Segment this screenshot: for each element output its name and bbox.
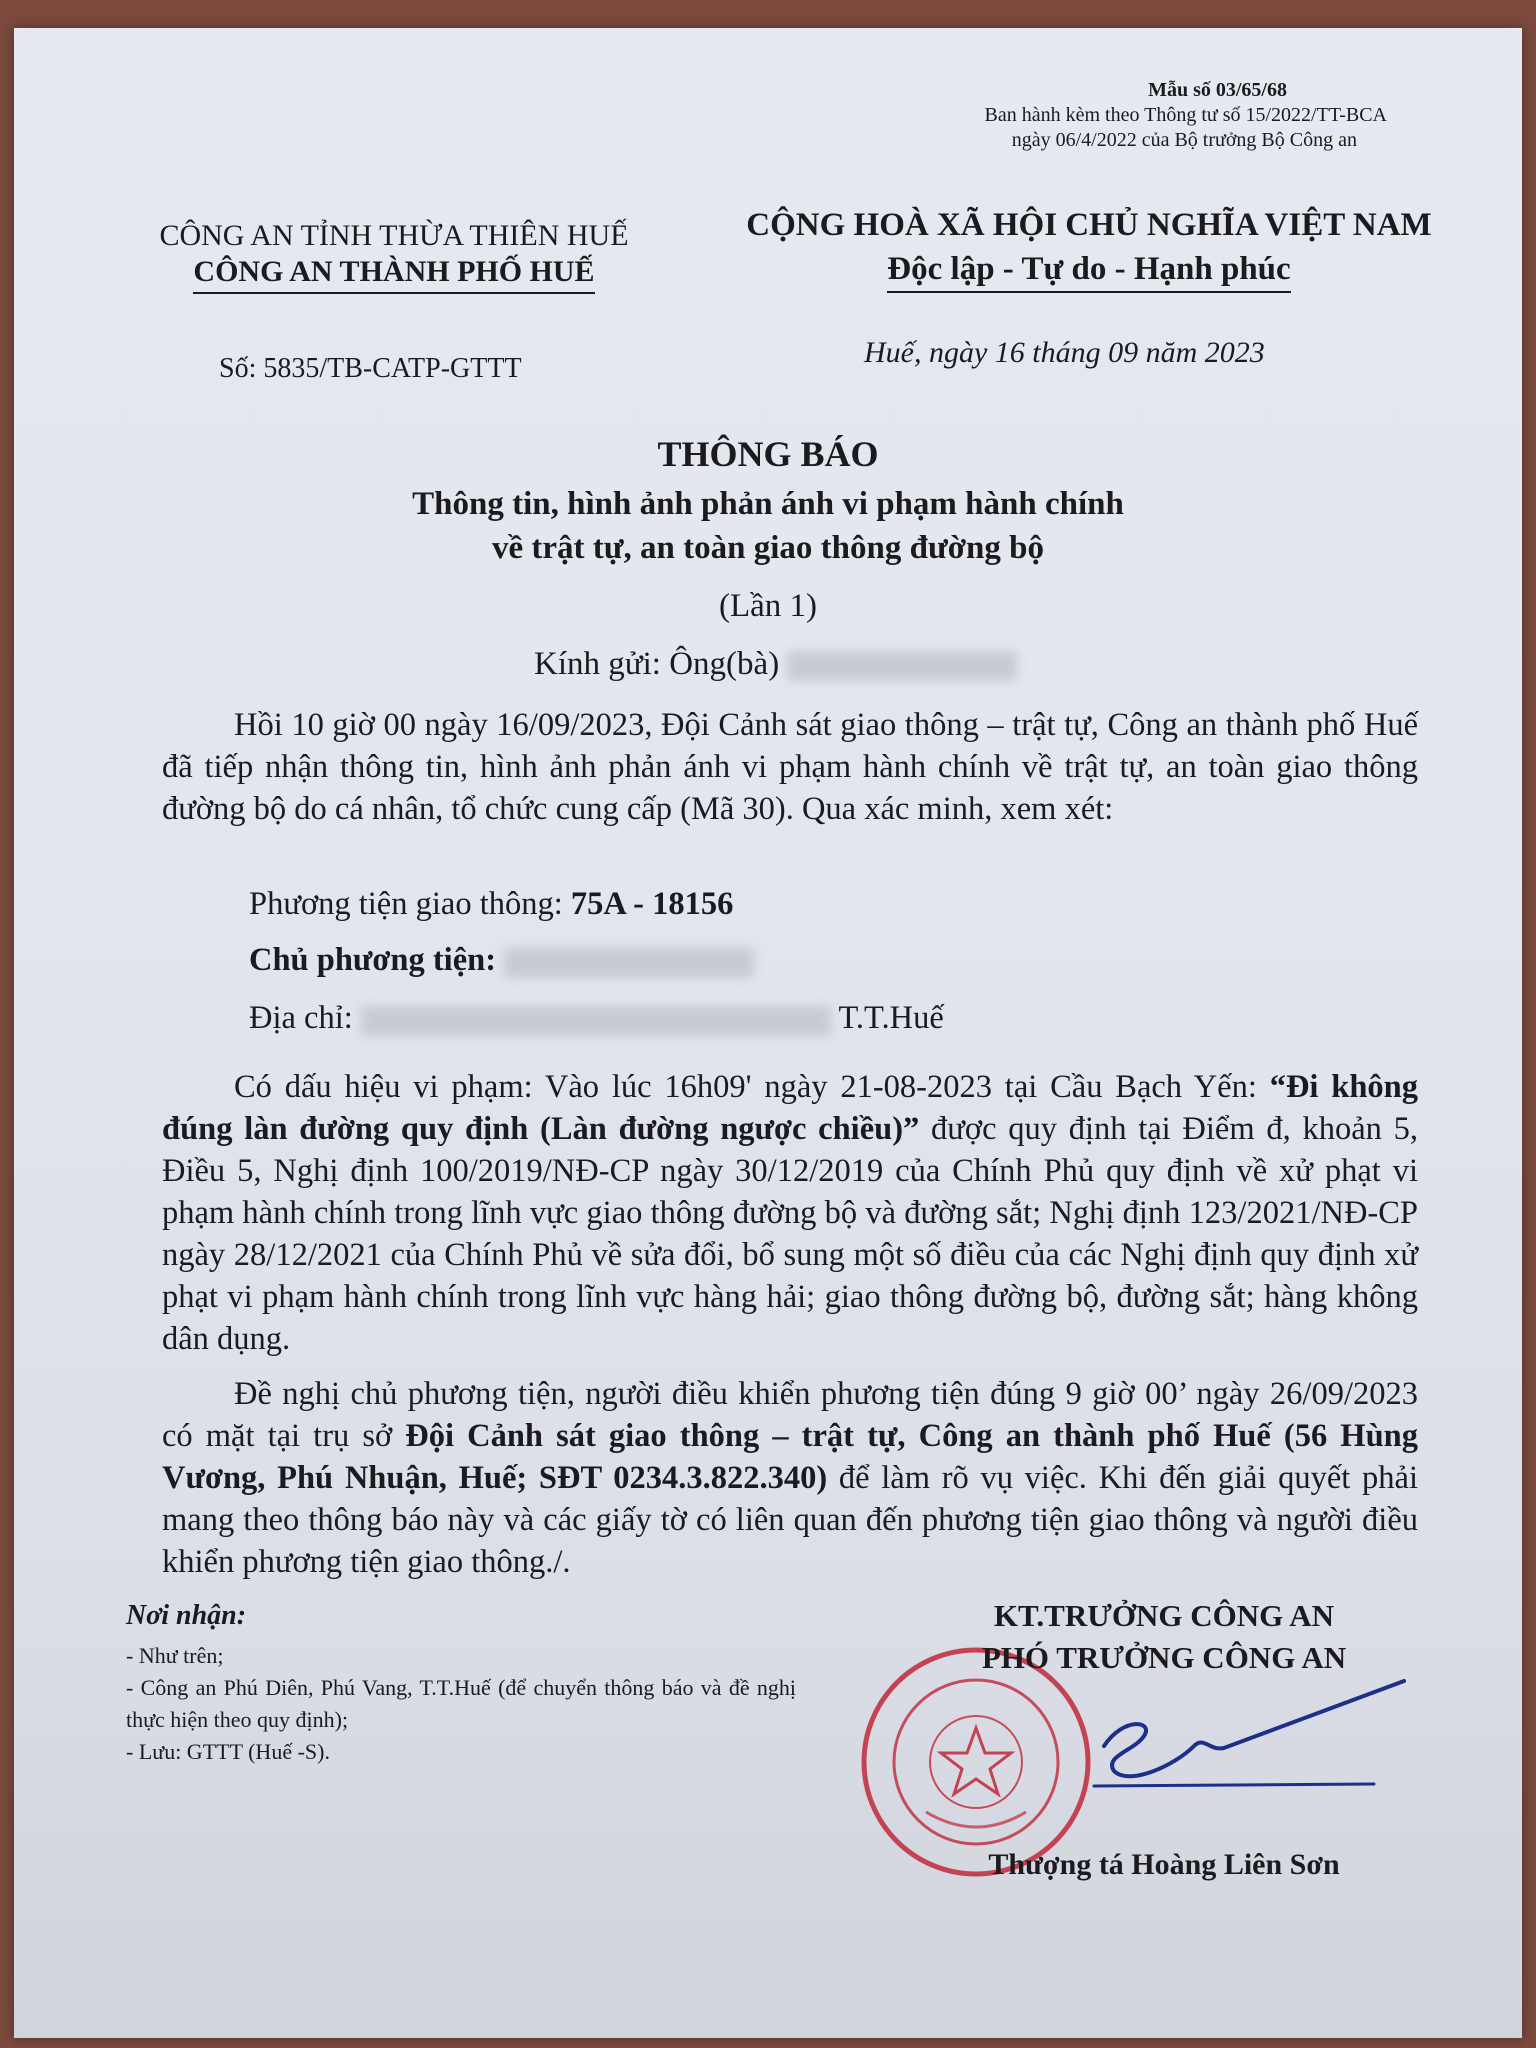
summons-text-c: để làm rõ vụ việc. Khi đến giải quyết phải mang theo thông báo này và các giấy tờ có liên quan đến phương tiện giao thông và người điều khiển phương tiện giao thông./.: [162, 1460, 1418, 1580]
signature-title-2: PHÓ TRƯỞNG CÔNG AN: [981, 1640, 1347, 1675]
document-page: [14, 28, 1522, 2038]
recipient-item: - Như trên;: [126, 1643, 224, 1668]
address-label: Địa chỉ:: [249, 1000, 353, 1036]
vehicle-plate: 75A - 18156: [570, 886, 734, 922]
form-issued-by: Ban hành kèm theo Thông tư số 15/2022/TT-BCA: [984, 104, 1387, 126]
signer-name: Thượng tá Hoàng Liên Sơn: [988, 1848, 1340, 1881]
agency-parent: CÔNG AN TỈNH THỪA THIÊN HUẾ: [159, 219, 629, 252]
owner-label: Chủ phương tiện:: [249, 942, 497, 978]
nation-name: CỘNG HOÀ XÃ HỘI CHỦ NGHĨA VIỆT NAM: [746, 207, 1432, 243]
paragraph-violation: [162, 1066, 1418, 1360]
paragraph-intro: Hồi 10 giờ 00 ngày 16/09/2023, Đội Cảnh sát giao thông – trật tự, Công an thành phố Huế đã tiếp nhận thông tin, hình ảnh phản ánh vi phạm hành chính về trật tự, an toàn giao thông đường bộ do cá nhân, tổ chức cung cấp (Mã 30). Qua xác minh, xem xét:: [162, 707, 1418, 827]
nation-motto: Độc lập - Tự do - Hạnh phúc: [887, 247, 1290, 293]
form-number: Mẫu số 03/65/68: [1148, 79, 1287, 101]
signature-title-1: KT.TRƯỞNG CÔNG AN: [993, 1598, 1335, 1633]
recipient-item: - Lưu: GTTT (Huế -S).: [126, 1739, 330, 1764]
form-reference: [867, 78, 1387, 153]
attempt-number: (Lần 1): [718, 588, 818, 624]
document-subtitle-2: về trật tự, an toàn giao thông đường bộ: [491, 530, 1044, 566]
address-suffix: T.T.Huế: [838, 1000, 944, 1036]
recipient-label: Kính gửi: Ông(bà): [534, 646, 780, 682]
summons-text-a: Đề nghị chủ phương tiện, người điều khiển phương tiện đúng 9 giờ 00’ ngày 26/09/2023 có mặt tại trụ sở: [162, 1376, 1418, 1454]
document-title: THÔNG BÁO: [657, 434, 879, 474]
recipient-item: - Công an Phú Diên, Phú Vang, T.T.Huế (để chuyển thông báo và đề nghị thực hiện theo quy định);: [126, 1675, 796, 1732]
document-subtitle-1: Thông tin, hình ảnh phản ánh vi phạm hành chính: [412, 486, 1124, 522]
nation-header: [704, 203, 1474, 293]
violation-text-c: được quy định tại Điểm đ, khoản 5, Điều 5, Nghị định 100/2019/NĐ-CP ngày 30/12/2019 của Chính Phủ quy định về xử phạt vi phạm hành chính trong lĩnh vực giao thông đường bộ và đường sắt; Nghị định 123/2021/NĐ-CP ngày 28/12/2021 của Chính Phủ về sửa đổi, bổ sung một số điều của các Nghị định quy định xử phạt vi phạm hành chính trong lĩnh vực hàng hải; giao thông đường bộ, đường sắt; hàng không dân dụng.: [162, 1111, 1418, 1357]
paragraph-summons: [162, 1373, 1418, 1583]
document-number: Số: 5835/TB-CATP-GTTT: [219, 353, 522, 384]
summons-location: Đội Cảnh sát giao thông – trật tự, Công an thành phố Huế (56 Hùng Vương, Phú Nhuận, Huế; SĐT 0234.3.822.340): [162, 1418, 1418, 1496]
redacted-address: [361, 1006, 831, 1036]
form-issued-date: ngày 06/4/2022 của Bộ trưởng Bộ Công an: [1011, 129, 1357, 151]
violation-text-a: Có dấu hiệu vi phạm: Vào lúc 16h09' ngày 21-08-2023 tại Cầu Bạch Yến:: [234, 1069, 1270, 1105]
official-stamp: [856, 1642, 1096, 1882]
address-field: [249, 1000, 944, 1037]
recipients-list: [126, 1640, 796, 1768]
violation-description: “Đi không đúng làn đường quy định (Làn đường ngược chiều)”: [162, 1069, 1418, 1147]
handwritten-signature: [1084, 1676, 1414, 1806]
document-date: Huế, ngày 16 tháng 09 năm 2023: [864, 336, 1265, 369]
agency-header: [124, 218, 664, 294]
redacted-owner: [504, 948, 754, 978]
recipients-title: Nơi nhận:: [126, 1600, 247, 1631]
recipient-line: [534, 646, 1017, 683]
vehicle-field: [249, 886, 733, 923]
vehicle-label: Phương tiện giao thông:: [249, 886, 571, 922]
agency-name: CÔNG AN THÀNH PHỐ HUẾ: [193, 254, 594, 294]
owner-field: [249, 942, 754, 979]
redacted-recipient: [787, 651, 1017, 681]
